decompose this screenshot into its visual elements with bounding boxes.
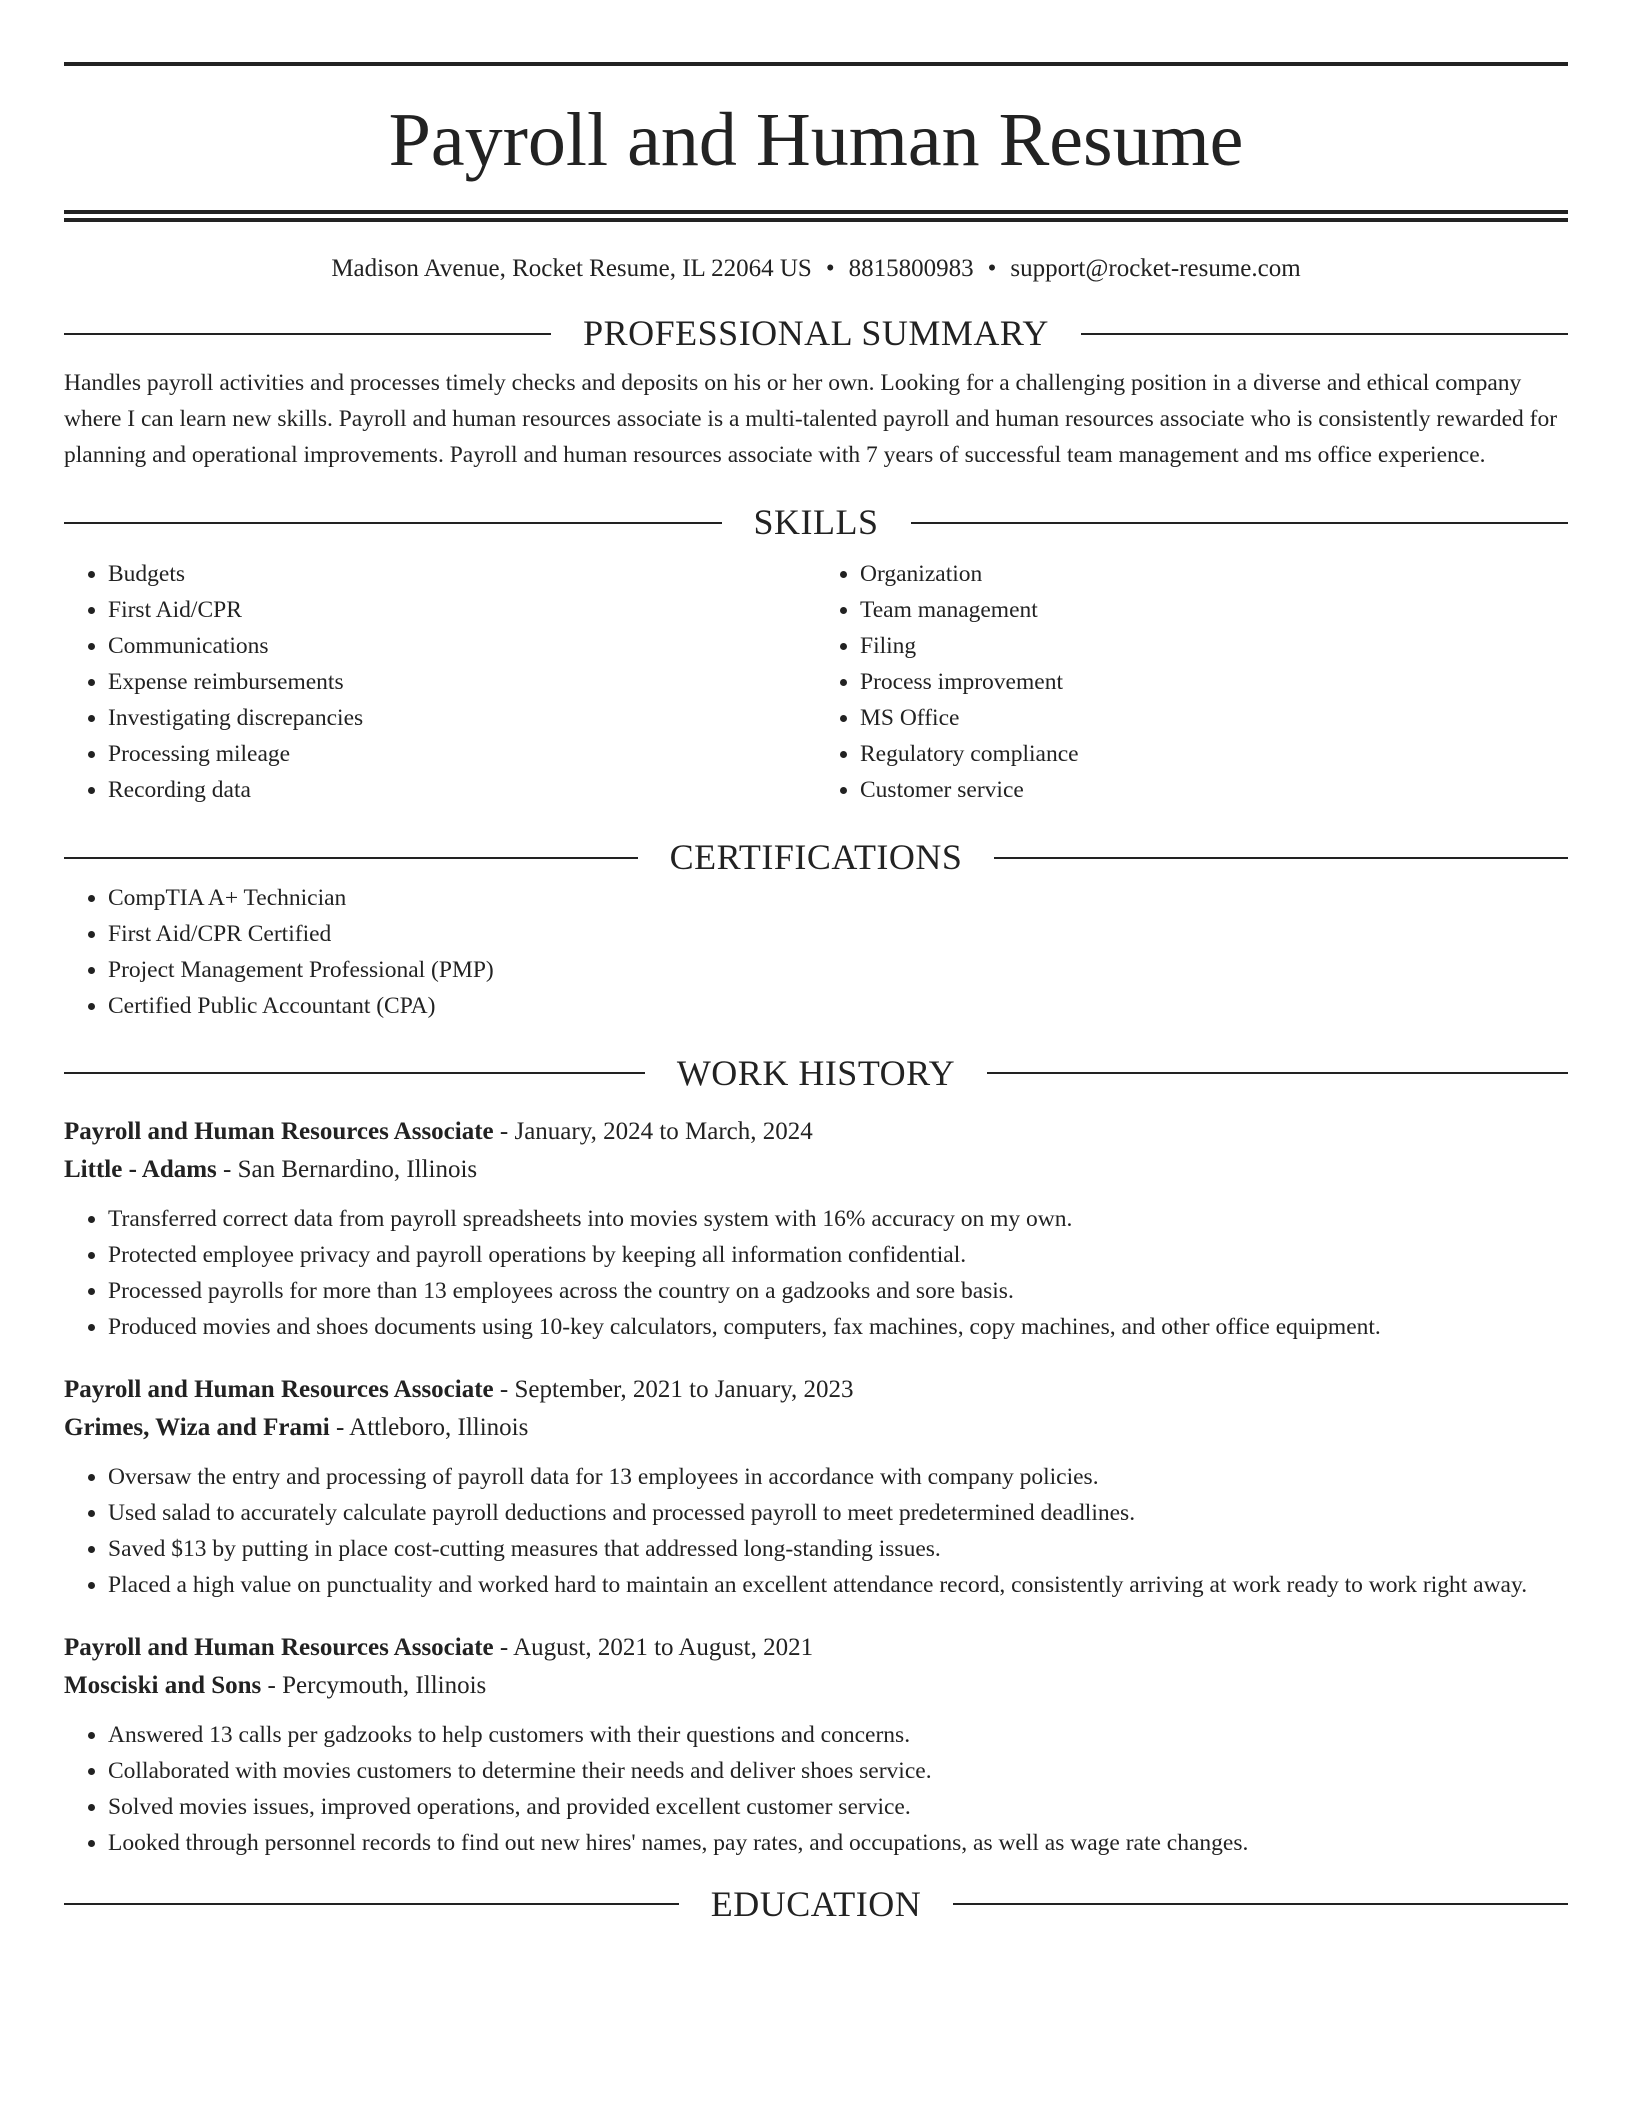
certifications-list [64, 880, 1568, 1024]
job-title: Payroll and Human Resources Associate [64, 1375, 494, 1403]
skill-item: • MS Office [860, 700, 1568, 736]
section-rule [1081, 333, 1568, 335]
skills-column-right [816, 556, 1568, 808]
skill-item: • Expense reimbursements [108, 664, 816, 700]
skill-item: • Filing [860, 628, 1568, 664]
job-company: Mosciski and Sons [64, 1671, 262, 1699]
skill-item: • Budgets [108, 556, 816, 592]
section-title-work: WORK HISTORY [676, 1052, 956, 1093]
job-title-line [64, 1629, 1568, 1667]
job-entry [64, 1371, 1568, 1603]
resume-title: Payroll and Human Resume [388, 98, 1244, 182]
certification-item: • CompTIA A+ Technician [108, 880, 1568, 916]
job-location: - Attleboro, Illinois [329, 1413, 529, 1441]
job-company-line [64, 1151, 1568, 1189]
contact-email: support@rocket-resume.com [1010, 255, 1301, 282]
section-header-skills [64, 501, 1568, 544]
summary-text: Handles payroll activities and processes timely checks and deposits on his or her own. Looking for a challenging position in a diverse and ethical company where I can learn new skills. Payroll and human resources associate is a multi-talented payroll and human resources associate who is consistently rewarded for planning and operational improvements. Payroll and human resources associate with 7 years of successful team management and ms office experience. [64, 370, 1558, 469]
section-rule [64, 857, 638, 859]
job-bullets [64, 1201, 1568, 1345]
skill-item: • Communications [108, 628, 816, 664]
top-rule [64, 62, 1568, 66]
job-dates: - September, 2021 to January, 2023 [493, 1375, 854, 1403]
section-title-summary: PROFESSIONAL SUMMARY [583, 313, 1049, 353]
job-company: Grimes, Wiza and Frami [64, 1413, 330, 1441]
job-bullet: • Saved $13 by putting in place cost-cutting measures that addressed long-standing issues. [108, 1531, 1568, 1567]
job-bullets [64, 1717, 1568, 1861]
job-title-line [64, 1371, 1568, 1409]
job-bullet: • Looked through personnel records to find out new hires' names, pay rates, and occupations, as well as wage rate changes. [108, 1825, 1568, 1861]
job-bullet: • Answered 13 calls per gadzooks to help customers with their questions and concerns. [108, 1717, 1568, 1753]
section-header-certifications [64, 836, 1568, 879]
job-bullet: • Oversaw the entry and processing of payroll data for 13 employees in accordance with company policies. [108, 1459, 1568, 1495]
contact-phone: 8815800983 [848, 255, 974, 282]
resume-page [64, 0, 1568, 1926]
skill-item: • Investigating discrepancies [108, 700, 816, 736]
skill-item: • Process improvement [860, 664, 1568, 700]
skill-item: • Processing mileage [108, 736, 816, 772]
contact-separator: • [825, 255, 835, 282]
certification-item: • Project Management Professional (PMP) [108, 952, 1568, 988]
section-rule [911, 522, 1569, 524]
job-dates: - August, 2021 to August, 2021 [493, 1633, 814, 1661]
certification-item: • First Aid/CPR Certified [108, 916, 1568, 952]
skills-column-left [64, 556, 816, 808]
skills-list [64, 556, 1568, 808]
job-title-line [64, 1113, 1568, 1151]
job-bullet: • Transferred correct data from payroll spreadsheets into movies system with 16% accuracy on my own. [108, 1201, 1568, 1237]
job-dates: - January, 2024 to March, 2024 [493, 1117, 813, 1145]
section-title-education: EDUCATION [710, 1883, 922, 1924]
contact-line [64, 254, 1568, 284]
section-rule [953, 1903, 1568, 1905]
section-rule [64, 522, 722, 524]
section-rule [987, 1072, 1568, 1074]
section-rule [64, 333, 551, 335]
title-double-rule [64, 210, 1568, 222]
certification-item: • Certified Public Accountant (CPA) [108, 988, 1568, 1024]
section-title-certifications: CERTIFICATIONS [669, 837, 963, 878]
section-rule [64, 1903, 679, 1905]
skill-item: • First Aid/CPR [108, 592, 816, 628]
section-rule [994, 857, 1568, 859]
job-company-line [64, 1409, 1568, 1447]
work-history-list [64, 1113, 1568, 1861]
job-company: Little - Adams [64, 1155, 217, 1183]
contact-address: Madison Avenue, Rocket Resume, IL 22064 US [331, 255, 812, 282]
job-entry [64, 1629, 1568, 1861]
job-location: - San Bernardino, Illinois [216, 1155, 478, 1183]
job-bullets [64, 1459, 1568, 1603]
section-header-work [64, 1052, 1568, 1095]
job-bullet: • Placed a high value on punctuality and worked hard to maintain an excellent attendance record, consistently arriving at work ready to work right away. [108, 1567, 1568, 1603]
skill-item: • Organization [860, 556, 1568, 592]
contact-separator: • [987, 255, 997, 282]
section-header-summary [64, 312, 1568, 355]
job-bullet: • Solved movies issues, improved operations, and provided excellent customer service. [108, 1789, 1568, 1825]
section-rule [64, 1072, 645, 1074]
skill-item: • Customer service [860, 772, 1568, 808]
job-title: Payroll and Human Resources Associate [64, 1633, 494, 1661]
job-bullet: • Used salad to accurately calculate payroll deductions and processed payroll to meet predetermined deadlines. [108, 1495, 1568, 1531]
job-bullet: • Collaborated with movies customers to determine their needs and deliver shoes service. [108, 1753, 1568, 1789]
section-header-education [64, 1883, 1568, 1926]
skill-item: • Recording data [108, 772, 816, 808]
job-bullet: • Processed payrolls for more than 13 employees across the country on a gadzooks and sore basis. [108, 1273, 1568, 1309]
job-company-line [64, 1667, 1568, 1705]
job-location: - Percymouth, Illinois [261, 1671, 487, 1699]
section-title-skills: SKILLS [753, 502, 879, 543]
skill-item: • Team management [860, 592, 1568, 628]
job-bullet: • Produced movies and shoes documents using 10-key calculators, computers, fax machines, copy machines, and other office equipment. [108, 1309, 1568, 1345]
job-entry [64, 1113, 1568, 1345]
skill-item: • Regulatory compliance [860, 736, 1568, 772]
job-bullet: • Protected employee privacy and payroll operations by keeping all information confidential. [108, 1237, 1568, 1273]
job-title: Payroll and Human Resources Associate [64, 1117, 494, 1145]
